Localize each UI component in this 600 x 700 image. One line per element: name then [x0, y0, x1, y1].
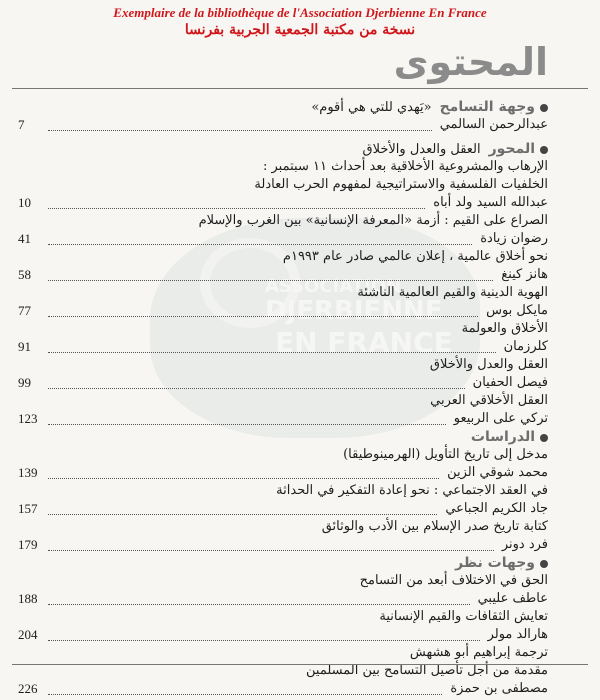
section-heading [363, 140, 548, 159]
library-note-french: Exemplaire de la bibliothèque de l'Association Djerbienne En France [113, 5, 487, 20]
bullet-icon [540, 146, 548, 154]
entry-text: العقل الأخلاقي العربي [430, 393, 548, 408]
entry-text: كتابة تاريخ صدر الإسلام بين الأدب والوثائق [321, 519, 548, 534]
bullet-icon [540, 434, 548, 442]
toc-entry [0, 266, 600, 284]
toc-entry [0, 572, 600, 590]
toc-entry [0, 410, 600, 428]
dotted-leader [48, 693, 442, 695]
entry-text: العقل والعدل والأخلاق [429, 357, 548, 372]
page-number: 179 [18, 537, 38, 552]
section-label: الدراسات [470, 429, 535, 445]
entry-text: محمد شوقي الزين [447, 465, 548, 480]
dotted-leader [48, 603, 470, 605]
page-number: 188 [18, 591, 38, 606]
entry-text: الأخلاق والعولمة [461, 321, 548, 336]
toc-entry [0, 482, 600, 500]
entry-text: كلرزمان [503, 339, 548, 354]
page-number: 226 [18, 681, 38, 696]
dotted-leader [48, 513, 437, 515]
toc-section-header [0, 554, 600, 572]
page-number: 204 [18, 627, 38, 642]
toc-entry [0, 338, 600, 356]
page-number: 77 [18, 303, 31, 318]
toc-entry [0, 284, 600, 302]
entry-text: عبدالرحمن السالمي [439, 117, 548, 132]
page-number: 91 [18, 339, 31, 354]
toc-entry [0, 446, 600, 464]
toc-entry [0, 116, 600, 134]
page-number: 123 [18, 411, 38, 426]
toc-entry [0, 392, 600, 410]
page-title: المحتوى [393, 40, 548, 84]
toc-section-header [0, 428, 600, 446]
entry-text: فرد دونر [501, 537, 548, 552]
toc-entry [0, 320, 600, 338]
section-heading [455, 554, 548, 573]
toc-entry [0, 518, 600, 536]
entry-text: عاطف عليبي [477, 591, 548, 606]
toc-entry [0, 500, 600, 518]
entry-text: هانز كينغ [501, 267, 548, 282]
entry-text: الإرهاب والمشروعية الأخلاقية بعد أحداث ١١ سبتمبر : [262, 159, 548, 174]
toc-entry [0, 374, 600, 392]
entry-text: الهوية الدينية والقيم العالمية الناشئة [357, 285, 548, 300]
toc-entry [0, 356, 600, 374]
entry-text: تعايش الثقافات والقيم الإنسانية [379, 609, 548, 624]
library-note-arabic: نسخة من مكتبة الجمعية الجربية بفرنسا [184, 22, 416, 38]
stamp-line-3: EN FRANCE [275, 326, 453, 359]
toc-entry [0, 680, 600, 698]
entry-text: مقدمة من أجل تأصيل التسامح بين المسلمين [306, 663, 548, 678]
entry-text: جاد الكريم الجباعي [445, 501, 548, 516]
entry-text: في العقد الاجتماعي : نحو إعادة التفكير في الحداثة [276, 483, 548, 498]
dotted-leader [48, 315, 478, 317]
entry-text: عبدالله السيد ولد أباه [433, 195, 548, 210]
entry-text: رضوان زيادة [480, 231, 548, 246]
dotted-leader [48, 423, 446, 425]
section-label: وجهات نظر [455, 555, 535, 571]
toc-entry [0, 590, 600, 608]
page-number: 7 [18, 117, 25, 132]
section-subtitle: «يَهدي للتي هي أقوم» [311, 100, 432, 115]
entry-text: الحق في الاختلاف أبعد من التسامح [359, 573, 548, 588]
toc-entry [0, 536, 600, 554]
stamp-line-1: ASSOCIATION [265, 276, 402, 297]
toc-section-header [0, 140, 600, 158]
dotted-leader [48, 549, 494, 551]
section-subtitle: العقل والعدل والأخلاق [362, 142, 481, 157]
page-number: 58 [18, 267, 31, 282]
page-number: 139 [18, 465, 38, 480]
top-divider [12, 88, 588, 89]
toc-entry [0, 302, 600, 320]
dotted-leader [48, 387, 465, 389]
toc-entry [0, 608, 600, 626]
bullet-icon [540, 104, 548, 112]
dotted-leader [48, 207, 425, 209]
toc-entry [0, 464, 600, 482]
bullet-icon [540, 560, 548, 568]
entry-text: مدخل إلى تاريخ التأويل (الهرمينوطيقا) [343, 447, 548, 462]
dotted-leader [48, 351, 496, 353]
entry-text: فيصل الحفيان [472, 375, 548, 390]
entry-text: مصطفى بن حمزة [450, 681, 548, 696]
section-label: وجهة التسامح [439, 99, 535, 115]
page-number: 41 [18, 231, 31, 246]
stamp-line-2: DJERBIENNE [265, 296, 443, 326]
section-heading [471, 428, 548, 447]
page-number: 10 [18, 195, 31, 210]
dotted-leader [48, 639, 480, 641]
entry-text: الخلفيات الفلسفية والاستراتيجية لمفهوم الحرب العادلة [254, 177, 548, 192]
dotted-leader [48, 279, 493, 281]
toc-entry [0, 212, 600, 230]
dotted-leader [48, 243, 472, 245]
toc-entry [0, 176, 600, 194]
entry-text: تركي على الربيعو [453, 411, 548, 426]
toc-entry [0, 194, 600, 212]
entry-text: ترجمة إبراهيم أبو هشهش [409, 645, 548, 660]
page-number: 99 [18, 375, 31, 390]
page-number: 157 [18, 501, 38, 516]
toc-entry [0, 626, 600, 644]
entry-text: مايكل بوس [486, 303, 548, 318]
toc-section-header [0, 98, 600, 116]
entry-text: نحو أخلاق عالمية ، إعلان عالمي صادر عام ١٩٩٣م [282, 249, 548, 264]
dotted-leader [48, 477, 439, 479]
toc-entry [0, 248, 600, 266]
toc-entry [0, 644, 600, 662]
section-label: المحور [488, 141, 535, 157]
section-heading [311, 98, 548, 117]
entry-text: الصراع على القيم : أزمة «المعرفة الإنسانية» بين الغرب والإسلام [198, 213, 548, 228]
bottom-divider [12, 664, 588, 665]
toc-entry [0, 230, 600, 248]
dotted-leader [48, 129, 432, 131]
toc-entry [0, 158, 600, 176]
entry-text: هارالد مولر [487, 627, 548, 642]
